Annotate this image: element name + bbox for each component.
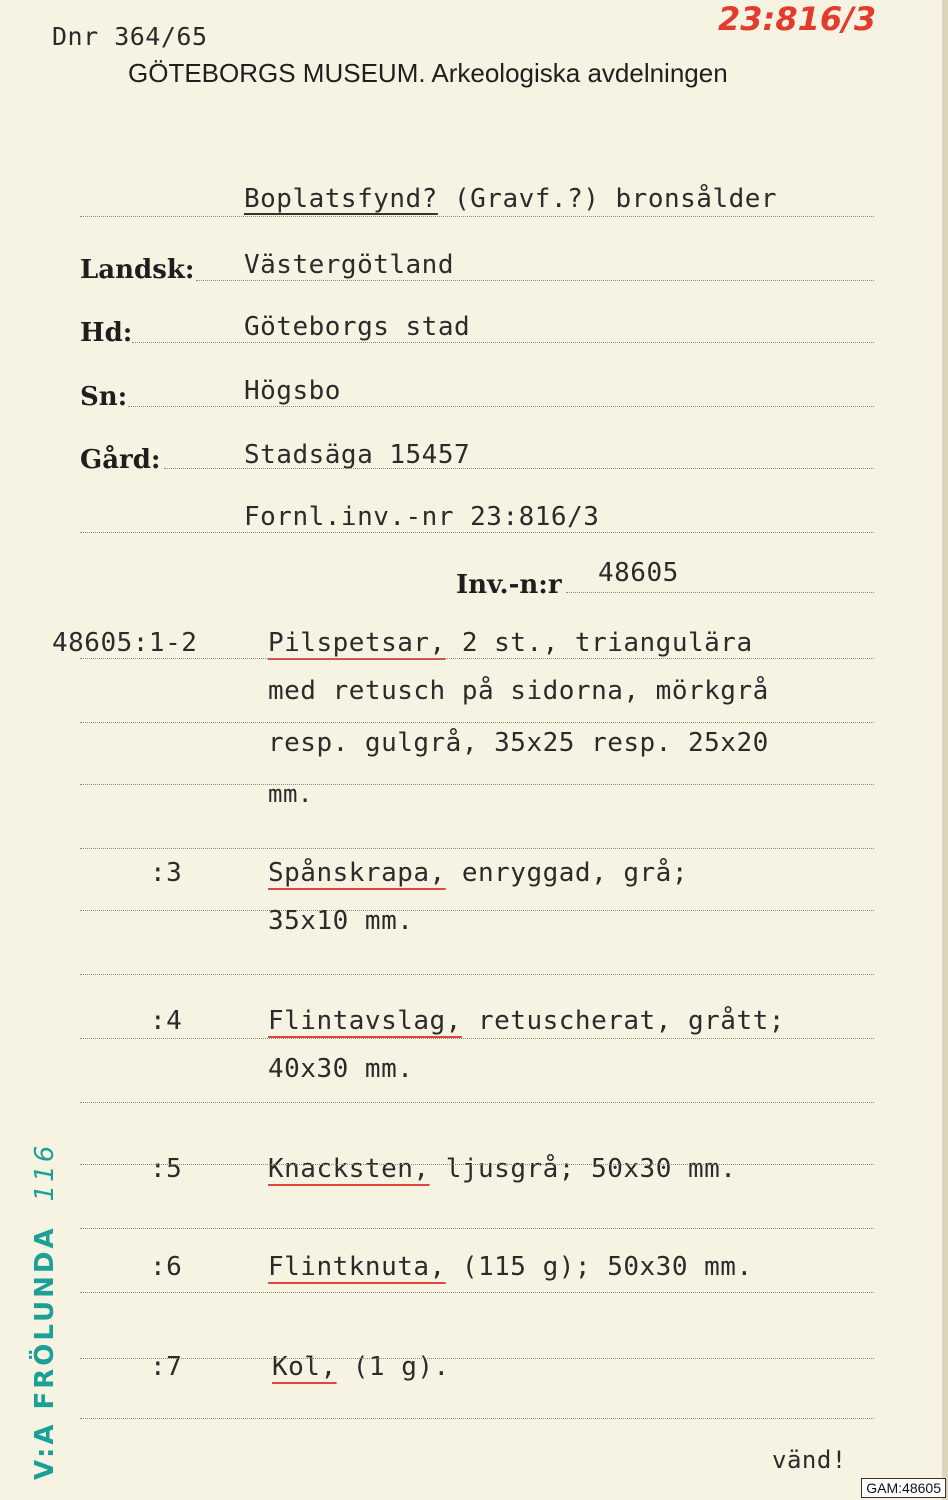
hd-label: Hd:: [80, 318, 133, 348]
site-stamp-text: V:A FRÖLUNDA: [30, 1225, 60, 1480]
sn-value: Högsbo: [244, 376, 341, 406]
card-edge: [942, 0, 948, 1500]
rule-line: [80, 1102, 874, 1103]
find-category: [244, 184, 777, 214]
item-number: :6: [150, 1252, 183, 1282]
item-entry: [268, 1252, 753, 1282]
hd-value: Göteborgs stad: [244, 312, 471, 342]
museum-header: GÖTEBORGS MUSEUM. Arkeologiska avdelningen: [128, 58, 728, 88]
landsk-label: Landsk:: [80, 255, 195, 285]
item-name: Flintavslag,: [268, 1006, 462, 1036]
rule-line: [80, 1038, 874, 1039]
rule-line: [80, 1292, 874, 1293]
rule-line: [128, 406, 874, 407]
item-desc-line: 40x30 mm.: [268, 1054, 414, 1084]
rule-line: [80, 848, 874, 849]
category-main: Boplatsfynd?: [244, 184, 438, 214]
rule-line: [80, 910, 874, 911]
rule-line: [80, 216, 874, 217]
item-entry: [268, 858, 688, 888]
item-desc: ljusgrå; 50x30 mm.: [445, 1154, 737, 1184]
item-entry: [268, 628, 753, 658]
item-entry: [268, 1154, 736, 1184]
item-entry: [272, 1352, 450, 1382]
item-name: Spånskrapa,: [268, 858, 446, 888]
dnr-number: Dnr 364/65: [52, 22, 208, 51]
registry-number-handwritten: 23:816/3: [718, 0, 877, 38]
sn-label: Sn:: [80, 382, 128, 412]
item-name: Kol,: [272, 1352, 337, 1382]
item-desc: 2 st., triangulära: [461, 628, 753, 658]
item-entry: [268, 1006, 785, 1036]
rule-line: [80, 532, 874, 533]
item-desc-line: mm.: [268, 780, 313, 808]
item-name: Flintknuta,: [268, 1252, 446, 1282]
item-desc: retuscherat, grått;: [478, 1006, 785, 1036]
item-desc-line: 35x10 mm.: [268, 906, 414, 936]
site-stamp-number: 116: [30, 1142, 60, 1202]
rule-line: [80, 1228, 874, 1229]
site-stamp: [30, 1143, 60, 1480]
fornl-inv-number: Fornl.inv.-nr 23:816/3: [244, 502, 600, 532]
item-name: Pilspetsar,: [268, 628, 446, 658]
rule-line: [80, 784, 874, 785]
item-number: :3: [150, 858, 183, 888]
item-number: :5: [150, 1154, 183, 1184]
rule-line: [80, 1358, 874, 1359]
landsk-value: Västergötland: [244, 250, 454, 280]
item-desc: (115 g); 50x30 mm.: [461, 1252, 753, 1282]
item-number: 48605:1-2: [52, 628, 198, 658]
rule-line: [566, 592, 874, 593]
item-number: :4: [150, 1006, 183, 1036]
rule-line: [80, 1164, 874, 1165]
category-rest: (Gravf.?) bronsålder: [454, 184, 778, 214]
archive-id-tag: GAM:48605: [861, 1478, 946, 1498]
gard-value: Stadsäga 15457: [244, 440, 471, 470]
gard-label: Gård:: [80, 445, 161, 475]
rule-line: [164, 468, 874, 469]
item-desc: (1 g).: [352, 1352, 450, 1382]
item-desc: enryggad, grå;: [461, 858, 688, 888]
turn-over-note: vänd!: [772, 1446, 847, 1474]
rule-line: [80, 1418, 874, 1419]
rule-line: [196, 280, 874, 281]
item-name: Knacksten,: [268, 1154, 430, 1184]
inv-value: 48605: [598, 558, 679, 588]
item-desc-line: med retusch på sidorna, mörkgrå: [268, 676, 769, 706]
rule-line: [80, 974, 874, 975]
inv-label: Inv.-n:r: [456, 570, 562, 600]
item-desc-line: resp. gulgrå, 35x25 resp. 25x20: [268, 728, 769, 758]
item-number: :7: [150, 1352, 183, 1382]
rule-line: [80, 722, 874, 723]
rule-line: [80, 658, 874, 659]
rule-line: [132, 342, 874, 343]
